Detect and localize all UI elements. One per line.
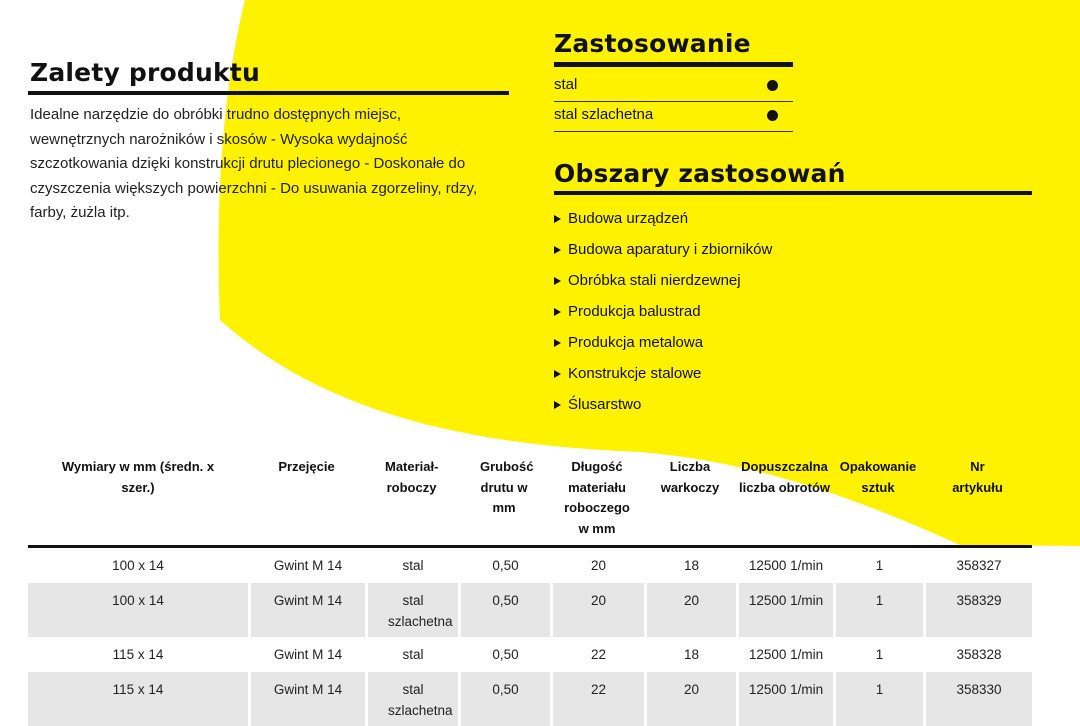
benefits-title-rule	[28, 91, 509, 95]
specification-table	[28, 455, 1032, 726]
areas-item-label: Produkcja balustrad	[568, 303, 701, 320]
cell-material: stal szlachetna	[365, 583, 458, 637]
triangle-bullet-icon	[554, 246, 561, 254]
cell-article-no: 358327	[923, 548, 1032, 583]
triangle-bullet-icon	[554, 215, 561, 223]
benefits-title: Zalety produktu	[30, 58, 260, 87]
cell-package-qty: 1	[833, 583, 923, 637]
cell-wire-thickness: 0,50	[458, 583, 550, 637]
cell-material: stal	[365, 637, 458, 672]
cell-knot-count: 18	[644, 637, 736, 672]
column-header-mount: Przejęcie	[248, 455, 365, 548]
cell-article-no: 358330	[923, 672, 1032, 726]
cell-knot-count: 20	[644, 672, 736, 726]
bullet-dot-icon	[767, 80, 778, 91]
cell-package-qty: 1	[833, 672, 923, 726]
benefits-description: Idealne narzędzie do obróbki trudno dostępnych miejsc, wewnętrznych narożników i skosów - Wysoka wydajność szczotkowania dzięki konstrukcji drutu plecionego - Doskonałe do czyszczenia większych powierzchni - Do usuwania zgorzeliny, rdzy, farby, żużla itp.	[30, 106, 478, 221]
triangle-bullet-icon	[554, 370, 561, 378]
cell-max-rpm: 12500 1/min	[736, 637, 833, 672]
column-header-dimensions: Wymiary w mm (średn. x szer.)	[28, 455, 248, 548]
column-header-material: Materiał-roboczy	[365, 455, 458, 548]
column-header-wire-length: Długość materiału roboczego w mm	[550, 455, 644, 548]
application-row-stainless-steel	[554, 101, 793, 132]
table-row	[28, 672, 1032, 726]
table-header-row	[28, 455, 1032, 548]
areas-item-label: Obróbka stali nierdzewnej	[568, 272, 741, 289]
column-header-article-no: Nr artykułu	[923, 455, 1032, 548]
cell-mount: Gwint M 14	[248, 583, 365, 637]
column-header-wire-thickness: Grubość drutu w mm	[458, 455, 550, 548]
cell-wire-thickness: 0,50	[458, 548, 550, 583]
cell-wire-length: 22	[550, 672, 644, 726]
application-label: stal szlachetna	[554, 106, 654, 123]
cell-dimensions: 100 x 14	[112, 558, 164, 573]
cell-package-qty: 1	[833, 637, 923, 672]
cell-mount: Gwint M 14	[248, 672, 365, 726]
cell-mount: Gwint M 14	[248, 548, 365, 583]
cell-package-qty: 1	[833, 548, 923, 583]
column-header-max-rpm: Dopuszczalna liczba obrotów	[736, 455, 833, 548]
application-title-rule	[554, 62, 793, 67]
column-header-knot-count: Liczba warkoczy	[644, 455, 736, 548]
cell-wire-length: 22	[550, 637, 644, 672]
areas-list-item	[554, 296, 1054, 327]
cell-knot-count: 20	[644, 583, 736, 637]
bullet-dot-icon	[767, 110, 778, 121]
cell-mount: Gwint M 14	[248, 637, 365, 672]
triangle-bullet-icon	[554, 308, 561, 316]
table-row	[28, 548, 1032, 583]
areas-list-item	[554, 358, 1054, 389]
triangle-bullet-icon	[554, 339, 561, 347]
cell-knot-count: 18	[644, 548, 736, 583]
areas-item-label: Budowa aparatury i zbiorników	[568, 241, 773, 258]
areas-title-rule	[554, 191, 1032, 195]
cell-max-rpm: 12500 1/min	[736, 672, 833, 726]
cell-article-no: 358329	[923, 583, 1032, 637]
cell-wire-length: 20	[550, 548, 644, 583]
cell-max-rpm: 12500 1/min	[736, 583, 833, 637]
table-row	[28, 637, 1032, 672]
application-row-steel	[554, 71, 793, 102]
cell-wire-thickness: 0,50	[458, 637, 550, 672]
cell-wire-thickness: 0,50	[458, 672, 550, 726]
column-header-package-qty: Opakowanie sztuk	[833, 455, 923, 548]
areas-list-item	[554, 265, 1054, 296]
areas-list-item	[554, 234, 1054, 265]
cell-article-no: 358328	[923, 637, 1032, 672]
application-label: stal	[554, 76, 578, 93]
cell-max-rpm: 12500 1/min	[736, 548, 833, 583]
areas-list	[554, 203, 1054, 420]
areas-list-item	[554, 203, 1054, 234]
areas-list-item	[554, 389, 1054, 420]
cell-dimensions: 115 x 14	[28, 672, 248, 726]
cell-material: stal szlachetna	[365, 672, 458, 726]
areas-item-label: Budowa urządzeń	[568, 210, 689, 227]
table-row	[28, 583, 1032, 637]
cell-dimensions: 100 x 14	[28, 583, 248, 637]
cell-material: stal	[365, 548, 458, 583]
areas-item-label: Konstrukcje stalowe	[568, 365, 702, 382]
application-title: Zastosowanie	[554, 29, 751, 58]
cell-wire-length: 20	[550, 583, 644, 637]
triangle-bullet-icon	[554, 401, 561, 409]
areas-item-label: Produkcja metalowa	[568, 334, 704, 351]
areas-title: Obszary zastosowań	[554, 159, 846, 188]
areas-item-label: Ślusarstwo	[568, 396, 642, 413]
areas-list-item	[554, 327, 1054, 358]
cell-dimensions: 115 x 14	[112, 647, 164, 662]
triangle-bullet-icon	[554, 277, 561, 285]
